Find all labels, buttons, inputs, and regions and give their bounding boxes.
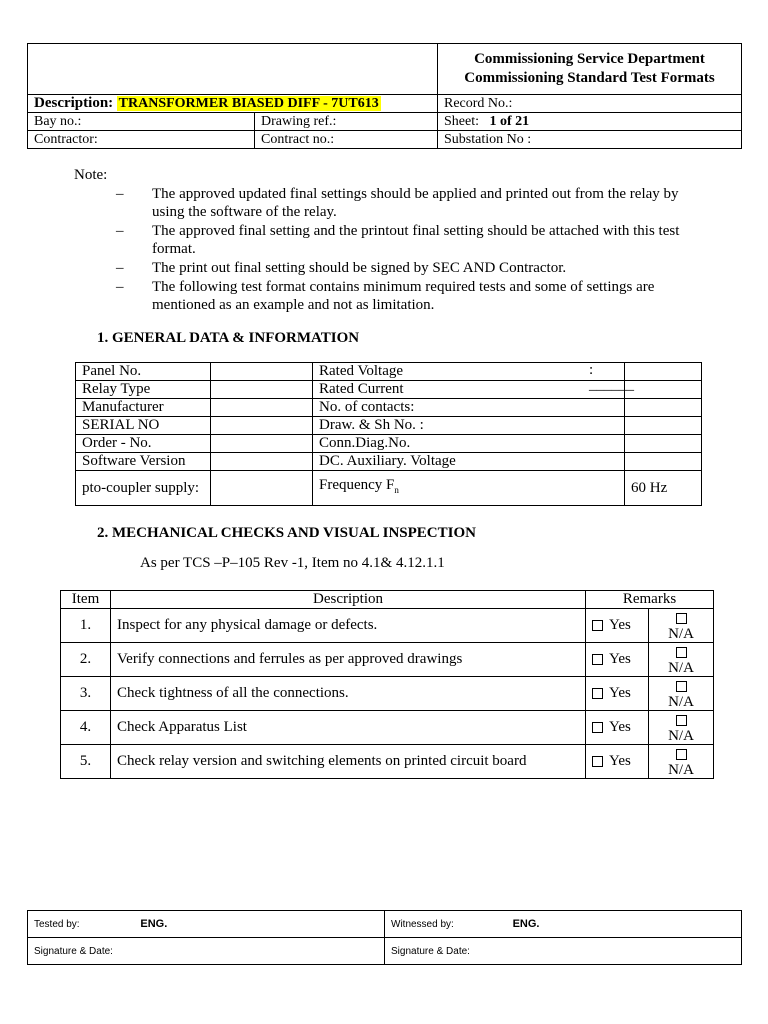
item-number: 5.	[61, 745, 111, 779]
general-label: SERIAL NO	[76, 417, 211, 435]
na-label: N/A	[668, 727, 694, 744]
general-entry[interactable]	[211, 453, 313, 471]
item-number: 1.	[61, 609, 111, 643]
general-value[interactable]	[625, 399, 702, 417]
general-entry[interactable]	[211, 417, 313, 435]
na-checkbox[interactable]	[676, 613, 687, 624]
na-label: N/A	[668, 693, 694, 710]
signature-table	[27, 910, 742, 965]
na-checkbox[interactable]	[676, 681, 687, 692]
signature-date-right[interactable]: Signature & Date:	[385, 938, 742, 965]
sheet-label: Sheet:	[444, 114, 479, 129]
general-entry[interactable]	[211, 435, 313, 453]
col-item-header: Item	[61, 591, 111, 609]
notes-block	[74, 166, 694, 315]
note-text: The approved updated final settings should be applied and printed out from the relay by using the software of the relay.	[152, 186, 679, 220]
yes-checkbox[interactable]	[592, 688, 603, 699]
note-dash: –	[116, 279, 124, 295]
col-description-header: Description	[111, 591, 586, 609]
table-row	[61, 677, 714, 711]
general-param: Draw. & Sh No. :	[313, 417, 625, 435]
drawing-ref: Drawing ref.:	[255, 113, 438, 131]
contract-no: Contract no.:	[255, 131, 438, 149]
table-row	[61, 609, 714, 643]
description-value: TRANSFORMER BIASED DIFF - 7UT613	[118, 96, 379, 111]
note-item	[74, 259, 694, 277]
item-description: Check relay version and switching elements on printed circuit board	[111, 745, 586, 779]
general-label: Manufacturer	[76, 399, 211, 417]
col-remarks-header: Remarks	[586, 591, 714, 609]
table-row	[76, 453, 702, 471]
table-row	[61, 643, 714, 677]
yes-checkbox[interactable]	[592, 654, 603, 665]
note-item	[74, 278, 694, 314]
section2-title: 2. MECHANICAL CHECKS AND VISUAL INSPECTION	[97, 525, 476, 541]
mechanical-checks-table	[60, 590, 714, 779]
rated-voltage-blank: : ______	[589, 362, 634, 393]
item-description: Check tightness of all the connections.	[111, 677, 586, 711]
general-value[interactable]	[625, 363, 702, 381]
na-label: N/A	[668, 659, 694, 676]
note-dash: –	[116, 223, 124, 239]
yes-option[interactable]	[586, 643, 649, 677]
item-description: Inspect for any physical damage or defects.	[111, 609, 586, 643]
general-entry[interactable]	[211, 399, 313, 417]
department-title: Commissioning Service Department	[474, 51, 705, 67]
yes-option[interactable]	[586, 677, 649, 711]
general-label: pto-coupler supply:	[76, 471, 211, 506]
table-row	[76, 471, 702, 506]
note-label: Note:	[74, 167, 108, 183]
table-row	[61, 711, 714, 745]
na-checkbox[interactable]	[676, 647, 687, 658]
table-row	[61, 745, 714, 779]
general-value[interactable]	[625, 435, 702, 453]
formats-title: Commissioning Standard Test Formats	[464, 70, 715, 86]
contractor: Contractor:	[28, 131, 255, 149]
general-label: Relay Type	[76, 381, 211, 399]
general-param: No. of contacts:	[313, 399, 625, 417]
yes-option[interactable]	[586, 711, 649, 745]
note-text: The print out final setting should be signed by SEC AND Contractor.	[152, 260, 567, 276]
sheet-cell	[438, 113, 742, 131]
notes-list	[74, 185, 694, 314]
general-entry[interactable]	[211, 363, 313, 381]
table-row	[76, 435, 702, 453]
table-header-row	[61, 591, 714, 609]
frequency-subscript: n	[394, 485, 399, 495]
general-param: Conn.Diag.No.	[313, 435, 625, 453]
record-no: Record No.:	[438, 95, 742, 113]
yes-label: Yes	[609, 719, 631, 735]
signature-date-left[interactable]: Signature & Date:	[28, 938, 385, 965]
tested-by-label: Tested by:	[34, 918, 80, 930]
logo-area	[28, 44, 438, 95]
note-item	[74, 222, 694, 258]
description-cell	[28, 95, 438, 113]
note-text: The following test format contains minimum required tests and some of settings are mentioned as an example and not as limitation.	[152, 279, 655, 313]
na-checkbox[interactable]	[676, 749, 687, 760]
yes-checkbox[interactable]	[592, 620, 603, 631]
na-option[interactable]	[649, 643, 714, 677]
yes-option[interactable]	[586, 745, 649, 779]
header-table	[27, 43, 742, 149]
tested-by-cell[interactable]	[28, 911, 385, 938]
substation-no: Substation No :	[438, 131, 742, 149]
general-value[interactable]	[625, 417, 702, 435]
item-description: Verify connections and ferrules as per approved drawings	[111, 643, 586, 677]
frequency-label: Frequency F	[319, 477, 395, 493]
item-number: 2.	[61, 643, 111, 677]
yes-checkbox[interactable]	[592, 756, 603, 767]
general-entry[interactable]	[211, 471, 313, 506]
yes-option[interactable]	[586, 609, 649, 643]
item-description: Check Apparatus List	[111, 711, 586, 745]
na-option[interactable]	[649, 711, 714, 745]
na-checkbox[interactable]	[676, 715, 687, 726]
general-data-table	[75, 362, 702, 506]
na-option[interactable]	[649, 745, 714, 779]
yes-checkbox[interactable]	[592, 722, 603, 733]
general-label: Software Version	[76, 453, 211, 471]
general-param	[313, 471, 625, 506]
general-value[interactable]	[625, 381, 702, 399]
note-text: The approved final setting and the printout final setting should be attached with this test format.	[152, 223, 680, 257]
general-entry[interactable]	[211, 381, 313, 399]
witnessed-by-label: Witnessed by:	[391, 918, 454, 930]
description-label: Description:	[34, 95, 114, 111]
table-row	[76, 363, 702, 381]
general-param-label: Rated Voltage	[319, 363, 404, 379]
na-option[interactable]	[649, 677, 714, 711]
bay-no: Bay no.:	[28, 113, 255, 131]
section1-title: 1. GENERAL DATA & INFORMATION	[97, 330, 360, 346]
note-dash: –	[116, 186, 124, 202]
general-param: Rated Current	[313, 381, 625, 399]
yes-label: Yes	[609, 651, 631, 667]
section2-reference: As per TCS –P–105 Rev -1, Item no 4.1& 4.12.1.1	[140, 555, 445, 571]
general-label: Panel No.	[76, 363, 211, 381]
witnessed-by-cell[interactable]	[385, 911, 742, 938]
general-param: DC. Auxiliary. Voltage	[313, 453, 625, 471]
note-item	[74, 185, 694, 221]
item-number: 4.	[61, 711, 111, 745]
witnessed-eng: ENG.	[512, 917, 540, 930]
department-cell	[438, 44, 742, 95]
yes-label: Yes	[609, 617, 631, 633]
yes-label: Yes	[609, 753, 631, 769]
table-row	[76, 417, 702, 435]
general-value[interactable]	[625, 453, 702, 471]
table-row	[76, 399, 702, 417]
note-dash: –	[116, 260, 124, 276]
na-label: N/A	[668, 625, 694, 642]
na-option[interactable]	[649, 609, 714, 643]
tested-eng: ENG.	[140, 917, 168, 930]
na-label: N/A	[668, 761, 694, 778]
general-label: Order - No.	[76, 435, 211, 453]
yes-label: Yes	[609, 685, 631, 701]
general-value[interactable]: 60 Hz	[625, 471, 702, 506]
sheet-value: 1 of 21	[489, 114, 530, 129]
item-number: 3.	[61, 677, 111, 711]
